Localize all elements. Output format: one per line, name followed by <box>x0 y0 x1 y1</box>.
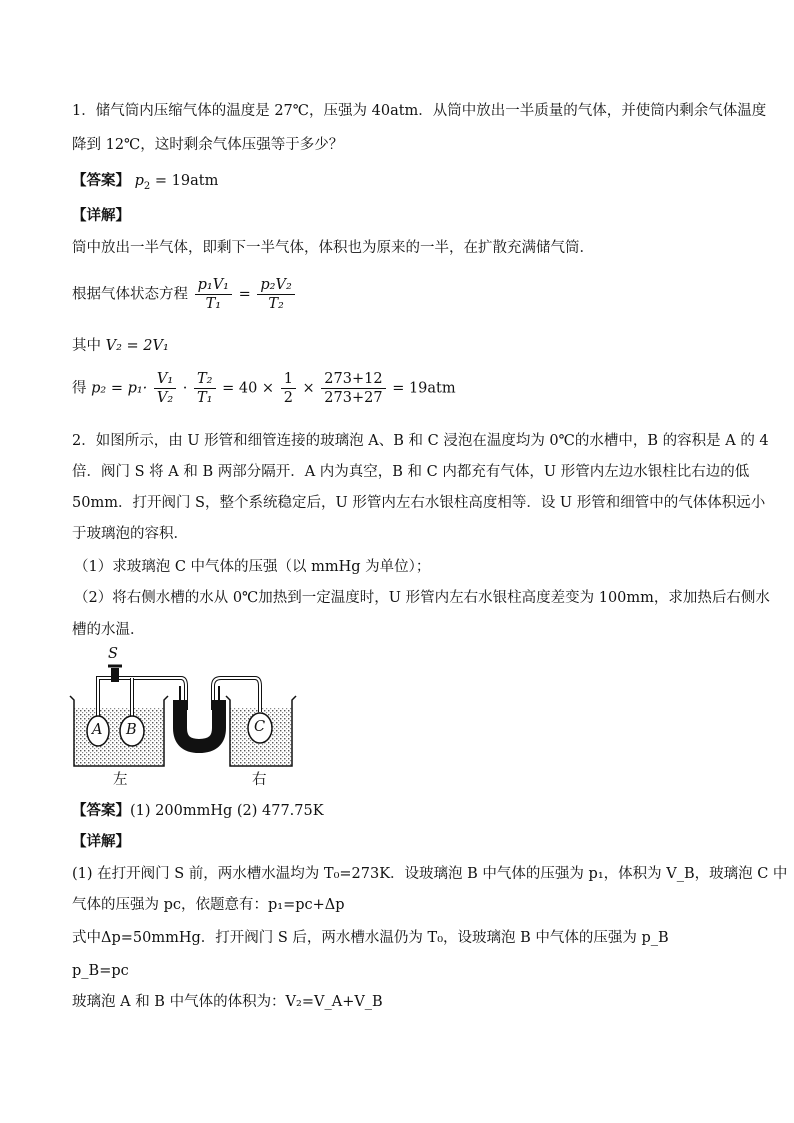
eq3-result: = 19atm <box>392 380 456 397</box>
eq3-mid: = 40 × <box>222 380 275 397</box>
q1-equation-2 <box>72 336 169 356</box>
q2-line-4: 于玻璃泡的容积． <box>72 526 188 542</box>
eq2-body: V₂ = 2V₁ <box>105 338 169 354</box>
q2-part-2b: 槽的水温． <box>72 622 145 638</box>
u-tube-outer <box>180 700 219 746</box>
label-s: S <box>108 646 118 662</box>
eq3-prefix: 得 <box>72 380 87 397</box>
apparatus-figure <box>68 646 300 790</box>
eq1-equals: = <box>238 286 251 303</box>
answer-label: 【答案】 <box>72 802 130 819</box>
q1-equation-1 <box>72 276 297 313</box>
q2-detail-1: (1) 在打开阀门 S 前，两水槽水温均为 T₀=273K．设玻璃泡 B 中气体的压强为 p₁，体积为 V_B，玻璃泡 C 中 <box>72 866 788 882</box>
label-c: C <box>254 719 266 735</box>
q2-detail-label: 【详解】 <box>72 833 130 850</box>
label-right: 右 <box>252 772 267 788</box>
q1-answer <box>72 171 218 197</box>
label-b: B <box>126 722 137 738</box>
q1-line-1: 1．储气筒内压缩气体的温度是 27℃，压强为 40atm．从筒中放出一半质量的气体，并使筒内剩余气体温度 <box>72 103 767 119</box>
answer-label: 【答案】 <box>72 172 130 189</box>
eq3-frac-3: $\frac{1}{2}$ <box>281 370 296 407</box>
q2-line-2: 倍．阀门 S 将 A 和 B 两部分隔开．A 内为真空，B 和 C 内都充有气体，U 形管内左边水银柱比右边的低 <box>72 464 750 480</box>
answer-var: p <box>134 173 144 189</box>
answer-value: = 19atm <box>150 173 219 189</box>
q2-line-3: 50mm．打开阀门 S，整个系统稳定后，U 形管内左右水银柱高度相等．设 U 形管和细管中的气体体积远小 <box>72 495 766 511</box>
eq3-frac-4: $\frac{273+12}{273+27}$ <box>321 370 385 407</box>
q1-detail-1: 筒中放出一半气体，即剩下一半气体，体积也为原来的一半，在扩散充满储气筒． <box>72 240 594 256</box>
eq3-frac-2: $\frac{\text{T₂}}{\text{T₁}}$ <box>194 370 215 407</box>
eq3-lhs: p₂ = p₁· <box>91 380 148 397</box>
eq3-times: × <box>302 380 315 397</box>
eq3-dot: · <box>182 380 188 397</box>
valve-s <box>111 668 119 682</box>
eq1-prefix: 根据气体状态方程 <box>72 286 188 303</box>
eq1-fraction-left: $\frac{\text{p₁V₁}}{\text{T₁}}$ <box>195 276 232 313</box>
q2-detail-4: p_B=pc <box>72 963 129 979</box>
q2-answer <box>72 801 324 821</box>
q2-part-1: （1）求玻璃泡 C 中气体的压强（以 mmHg 为单位）； <box>74 559 431 575</box>
q2-detail-5: 玻璃泡 A 和 B 中气体的体积为：V₂=V_A+V_B <box>72 994 383 1010</box>
q2-part-2a: （2）将右侧水槽的水从 0℃加热到一定温度时，U 形管内左右水银柱高度差变为 100mm，求加热后右侧水 <box>74 590 770 606</box>
q2-detail-2: 气体的压强为 pc，依题意有：p₁=pc+Δp <box>72 897 345 913</box>
eq3-frac-1: $\frac{\text{V₁}}{\text{V₂}}$ <box>154 370 176 407</box>
q1-line-2: 降到 12℃，这时剩余气体压强等于多少？ <box>72 137 344 153</box>
q1-equation-3 <box>72 370 456 407</box>
eq2-prefix: 其中 <box>72 338 101 354</box>
q1-detail-label: 【详解】 <box>72 207 130 224</box>
q2-detail-3: 式中Δp=50mmHg．打开阀门 S 后，两水槽水温仍为 T₀，设玻璃泡 B 中气体的压强为 p_B <box>72 930 669 946</box>
label-left: 左 <box>113 772 128 788</box>
eq1-fraction-right: $\frac{\text{p₂V₂}}{\text{T₂}}$ <box>257 276 294 313</box>
q2-line-1: 2．如图所示，由 U 形管和细管连接的玻璃泡 A、B 和 C 浸泡在温度均为 0℃的水槽中，B 的容积是 A 的 4 <box>72 433 769 449</box>
answer-value: (1) 200mmHg (2) 477.75K <box>130 803 324 819</box>
label-a: A <box>92 722 103 738</box>
answer-sub: 2 <box>143 180 151 192</box>
